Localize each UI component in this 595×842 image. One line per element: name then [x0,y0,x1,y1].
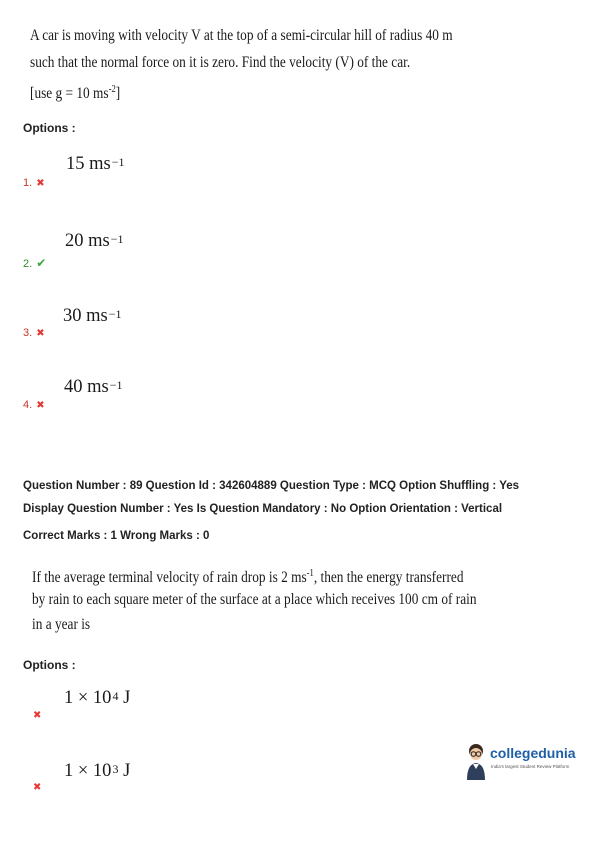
option-2-num: 2. [23,258,33,270]
option-1-value[interactable] [66,154,125,175]
option-1-sup: −1 [111,155,125,169]
mascot-icon [463,742,489,780]
logo-tagline: India's largest Student Review Platform [491,764,570,769]
question-2-line-1 [32,562,463,589]
option-3-number [23,327,45,339]
hint-suffix: ] [115,85,121,103]
q2-option-2-value[interactable] [64,761,130,782]
option-3-num: 3. [23,327,33,339]
option-2-number [23,256,46,270]
option-2-value[interactable] [65,231,124,252]
option-3-text: 30 ms [63,306,108,326]
wrong-mark-icon: ✖ [36,328,45,339]
option-4-number [23,399,45,411]
q2-option-2-text: 1 × 10 [64,761,112,781]
option-3-value[interactable] [63,306,122,327]
q2-option-1-marker [33,709,41,721]
q2-line1-prefix: If the average terminal velocity of rain drop is 2 ms [32,569,307,587]
q2-option-1-value[interactable] [64,688,130,709]
option-2-text: 20 ms [65,231,110,251]
q2-option-2-marker [33,781,41,793]
wrong-mark-icon: ✖ [36,400,45,411]
options-label-q2: Options : [23,658,76,672]
wrong-mark-icon: ✖ [33,710,42,721]
question-meta-line-3: Correct Marks : 1 Wrong Marks : 0 [23,530,210,542]
question-2-line-3: in a year is [32,616,91,633]
q2-option-1-unit: J [118,688,131,708]
wrong-mark-icon: ✖ [36,178,45,189]
option-1-number [23,177,45,189]
logo-name: collegedunia [490,745,576,761]
option-1-text: 15 ms [66,154,111,174]
question-1-line-3 [30,78,120,105]
options-label-q1: Options : [23,121,76,135]
check-mark-icon: ✔ [36,256,47,270]
option-4-sup: −1 [109,378,123,392]
option-4-num: 4. [23,399,33,411]
collegedunia-logo[interactable] [463,742,581,782]
q2-line1-suffix: , then the energy transferred [313,569,464,587]
q2-line1-sup: -1 [306,568,314,579]
question-meta-line-1: Question Number : 89 Question Id : 342604889 Question Type : MCQ Option Shuffling : Yes [23,480,520,492]
option-3-sup: −1 [108,307,122,321]
option-1-num: 1. [23,177,33,189]
option-4-value[interactable] [64,377,123,398]
q2-option-2-unit: J [118,761,131,781]
option-2-sup: −1 [110,232,124,246]
q2-option-1-sup: 4 [112,689,119,703]
question-1-line-1: A car is moving with velocity V at the top of a semi-circular hill of radius 40 m [30,27,453,44]
question-meta-line-2: Display Question Number : Yes Is Question Mandatory : No Option Orientation : Vertical [23,503,503,515]
hint-prefix: [use g = 10 ms [30,85,109,103]
q2-option-2-sup: 3 [112,762,119,776]
question-1-line-2: such that the normal force on it is zero. Find the velocity (V) of the car. [30,54,411,71]
q2-option-1-text: 1 × 10 [64,688,112,708]
option-4-text: 40 ms [64,377,109,397]
question-2-line-2: by rain to each square meter of the surface at a place which receives 100 cm of rain [32,591,477,608]
wrong-mark-icon: ✖ [33,782,42,793]
hint-sup: -2 [108,84,116,95]
